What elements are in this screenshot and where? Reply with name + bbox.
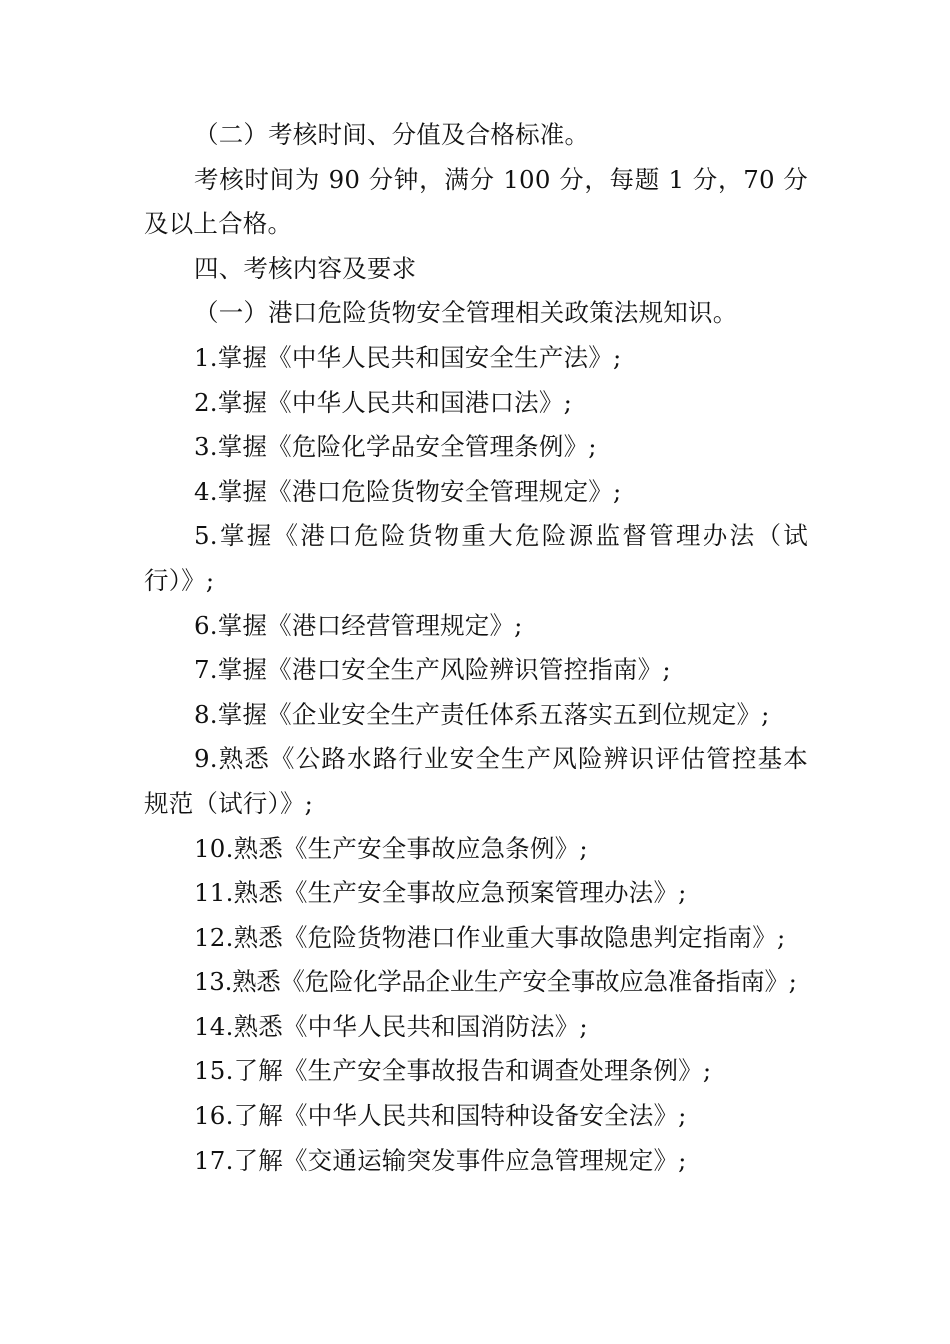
assessment-time-paragraph: 考核时间为 90 分钟，满分 100 分，每题 1 分，70 分及以上合格。 — [144, 164, 808, 239]
list-item: 8.掌握《企业安全生产责任体系五落实五到位规定》; — [194, 699, 770, 729]
list-item: 5.掌握《港口危险货物重大危险源监督管理办法（试行）》; — [144, 521, 808, 595]
subsection-heading-regulations: （一）港口危险货物安全管理相关政策法规知识。 — [194, 298, 738, 328]
document-body — [144, 113, 808, 1183]
section-heading-content-requirements: 四、考核内容及要求 — [194, 253, 417, 283]
section-heading-assessment-time: （二）考核时间、分值及合格标准。 — [194, 120, 590, 149]
list-item: 15.了解《生产安全事故报告和调查处理条例》; — [194, 1056, 712, 1086]
list-item: 9.熟悉《公路水路行业安全生产风险辨识评估管控基本规范（试行）》; — [144, 744, 808, 818]
list-item: 4.掌握《港口危险货物安全管理规定》; — [194, 476, 622, 506]
list-item: 10.熟悉《生产安全事故应急条例》; — [194, 833, 588, 863]
list-item: 2.掌握《中华人民共和国港口法》; — [194, 387, 573, 417]
list-item: 1.掌握《中华人民共和国安全生产法》; — [194, 342, 622, 372]
list-item: 16.了解《中华人民共和国特种设备安全法》; — [194, 1101, 687, 1131]
list-item: 13.熟悉《危险化学品企业生产安全事故应急准备指南》; — [194, 967, 797, 997]
list-item: 7.掌握《港口安全生产风险辨识管控指南》; — [194, 655, 671, 685]
list-item: 3.掌握《危险化学品安全管理条例》; — [194, 432, 597, 462]
list-item: 17.了解《交通运输突发事件应急管理规定》; — [194, 1145, 687, 1175]
list-item: 11.熟悉《生产安全事故应急预案管理办法》; — [194, 878, 687, 908]
list-item: 14.熟悉《中华人民共和国消防法》; — [194, 1011, 588, 1041]
list-item: 6.掌握《港口经营管理规定》; — [194, 610, 523, 640]
list-item: 12.熟悉《危险货物港口作业重大事故隐患判定指南》; — [194, 922, 786, 952]
